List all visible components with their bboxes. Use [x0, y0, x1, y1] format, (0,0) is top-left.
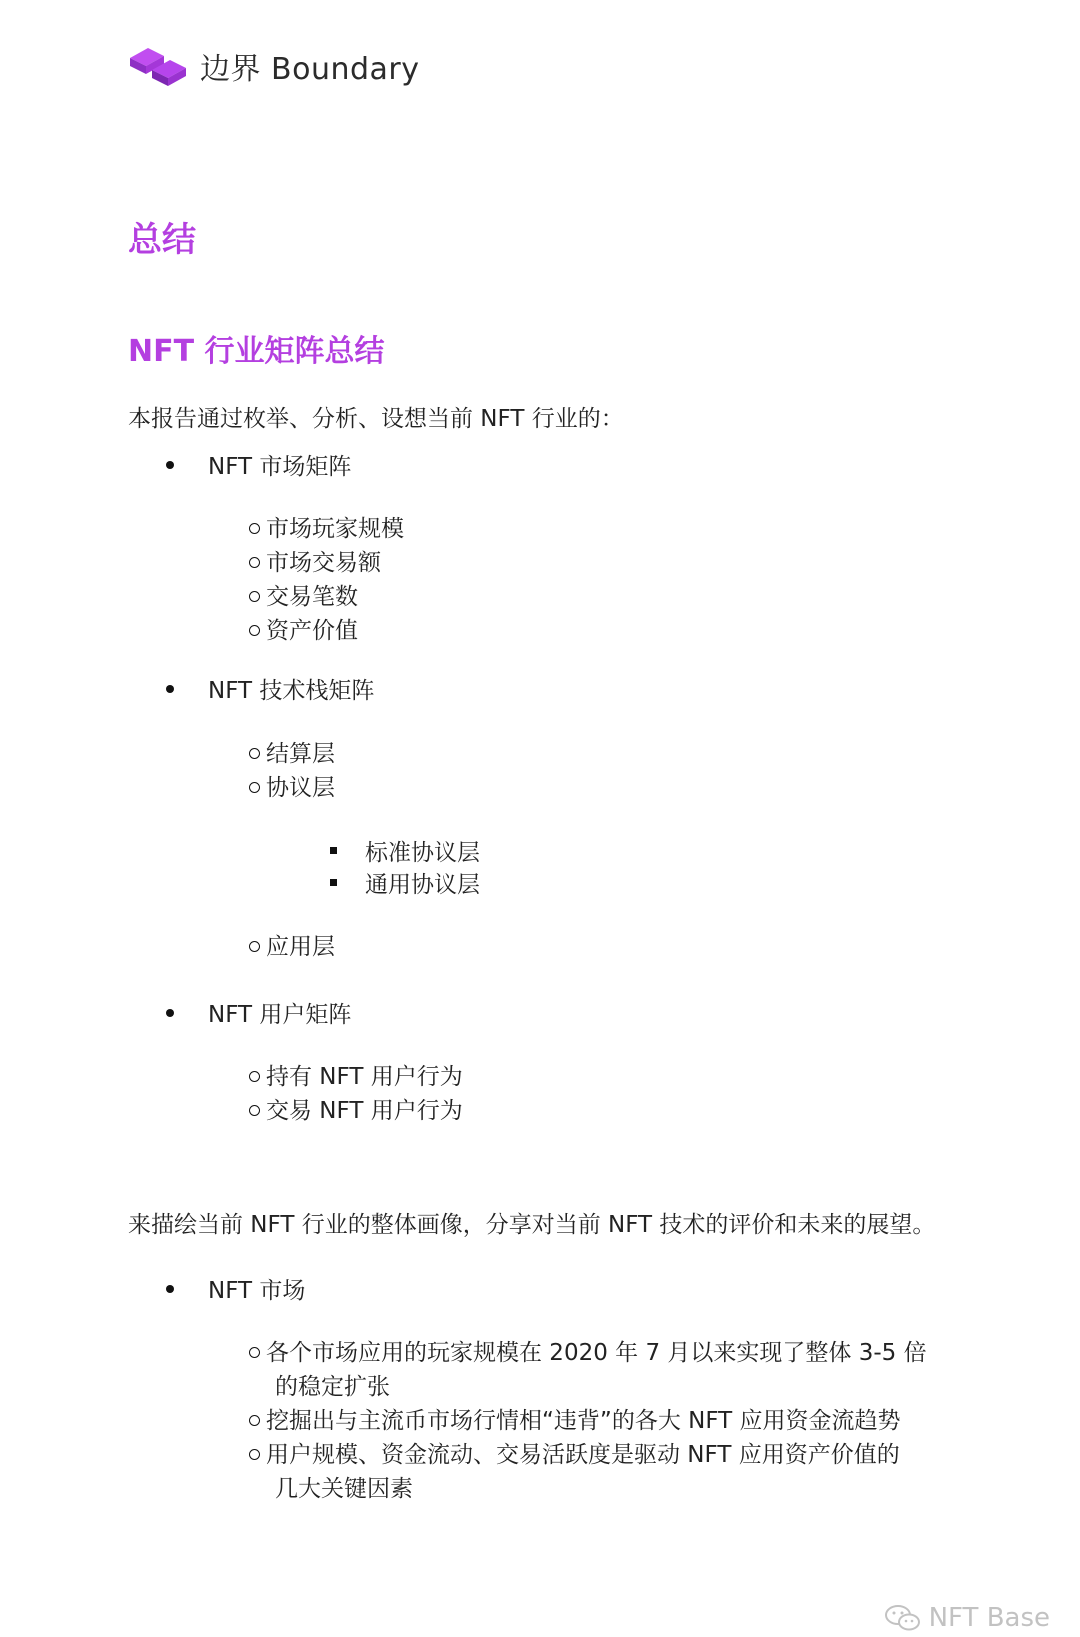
circle-bullet-icon	[249, 748, 260, 759]
list-item-user-matrix	[166, 996, 351, 1029]
circle-bullet-icon	[249, 1347, 260, 1358]
sub-list-item: 应用层	[249, 930, 335, 964]
list-item-label: NFT 用户矩阵	[208, 1002, 352, 1028]
intro-paragraph: 本报告通过枚举、分析、设想当前 NFT 行业的：	[128, 406, 624, 432]
sub-list-nft-market	[249, 1336, 927, 1506]
circle-bullet-icon	[249, 523, 260, 534]
circle-bullet-icon	[249, 1105, 260, 1116]
section-subtitle: NFT 行业矩阵总结	[128, 334, 385, 369]
sub-list-market-matrix	[249, 512, 404, 648]
square-bullet-icon	[330, 847, 337, 854]
sub-list-item: 市场玩家规模	[249, 512, 404, 546]
circle-bullet-icon	[249, 782, 260, 793]
bullet-icon	[166, 685, 174, 693]
sub-list-item: 交易笔数	[249, 580, 404, 614]
sub-list-item: 结算层	[249, 737, 335, 771]
brand-name: 边界 Boundary	[200, 52, 420, 87]
sub-sub-list-item: 标准协议层	[330, 834, 480, 867]
circle-bullet-icon	[249, 941, 260, 952]
sub-list-user-matrix	[249, 1060, 463, 1128]
circle-bullet-icon	[249, 625, 260, 636]
circle-bullet-icon	[249, 557, 260, 568]
circle-bullet-icon	[249, 591, 260, 602]
bullet-icon	[166, 1285, 174, 1293]
outro-paragraph: 来描绘当前 NFT 行业的整体画像，分享对当前 NFT 技术的评价和未来的展望。	[128, 1212, 936, 1238]
list-item-label: NFT 市场矩阵	[208, 454, 352, 480]
sub-list-item: 各个市场应用的玩家规模在 2020 年 7 月以来实现了整体 3-5 倍 的稳定扩张	[249, 1336, 927, 1404]
sub-list-tech-matrix-app	[249, 930, 335, 964]
sub-sub-list-item: 通用协议层	[330, 866, 480, 899]
watermark	[883, 1603, 1050, 1633]
boundary-logo-icon	[126, 40, 190, 92]
sub-list-item: 市场交易额	[249, 546, 404, 580]
list-item-nft-market	[166, 1272, 305, 1305]
section-title: 总结	[128, 220, 196, 260]
list-item-market-matrix	[166, 448, 351, 481]
sub-list-item: 用户规模、资金流动、交易活跃度是驱动 NFT 应用资产价值的 几大关键因素	[249, 1438, 927, 1506]
sub-list-item: 资产价值	[249, 614, 404, 648]
circle-bullet-icon	[249, 1415, 260, 1426]
wechat-icon	[883, 1603, 923, 1633]
sub-list-tech-matrix	[249, 737, 335, 805]
list-item-label: NFT 市场	[208, 1278, 306, 1304]
bullet-icon	[166, 461, 174, 469]
sub-list-item: 持有 NFT 用户行为	[249, 1060, 463, 1094]
circle-bullet-icon	[249, 1449, 260, 1460]
sub-list-item: 交易 NFT 用户行为	[249, 1094, 463, 1128]
list-item-tech-matrix	[166, 672, 374, 705]
bullet-icon	[166, 1009, 174, 1017]
header	[126, 38, 420, 94]
watermark-text: NFT Base	[928, 1603, 1050, 1633]
circle-bullet-icon	[249, 1071, 260, 1082]
square-bullet-icon	[330, 879, 337, 886]
sub-list-item: 协议层	[249, 771, 335, 805]
list-item-label: NFT 技术栈矩阵	[208, 678, 375, 704]
sub-list-item: 挖掘出与主流币市场行情相“违背”的各大 NFT 应用资金流趋势	[249, 1404, 927, 1438]
